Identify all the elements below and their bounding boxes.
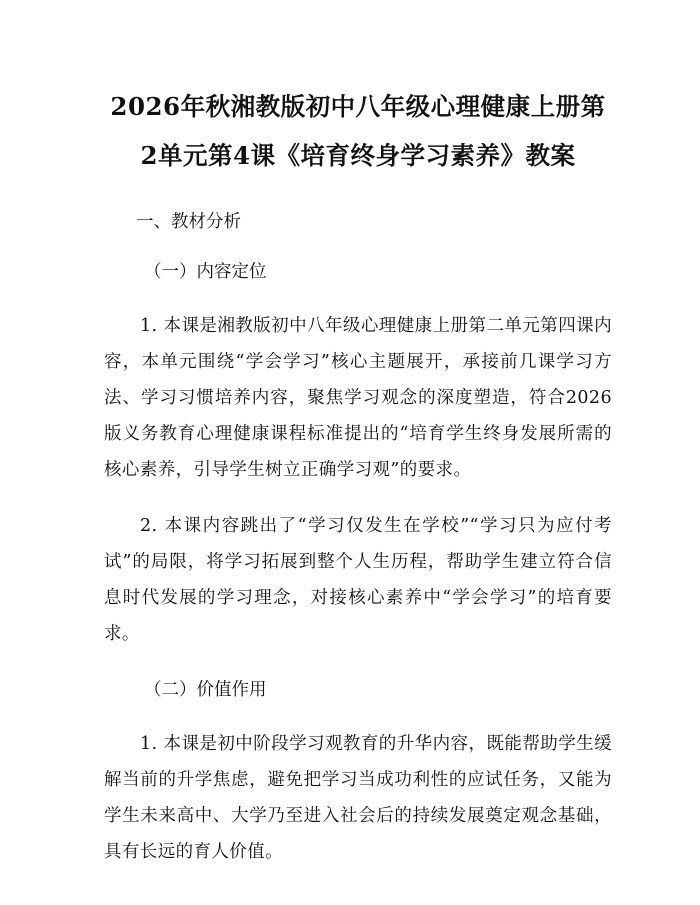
title-line-1: 2026年秋湘教版初中八年级心理健康上册第 [110, 92, 606, 121]
title-line-2: 2单元第4课《培育终身学习素养》教案 [140, 141, 576, 170]
subsection-heading-content-positioning: （一）内容定位 [144, 262, 267, 282]
paragraph-3: 1. 本课是初中阶段学习观教育的升华内容，既能帮助学生缓解当前的升学焦虑，避免把学习当成功利性的应试任务，又能为学生未来高中、大学乃至进入社会后的持续发展奠定观念基础，具有长远的育人价值。 [104, 734, 612, 862]
document-title [104, 0, 612, 180]
section-heading-textbook-analysis: 一、教材分析 [136, 212, 241, 232]
subsection-heading-value-role: （二）价值作用 [144, 680, 267, 700]
paragraph-1: 1. 本课是湘教版初中八年级心理健康上册第二单元第四课内容，本单元围绕“学会学习”核心主题展开，承接前几课学习方法、学习习惯培养内容，聚焦学习观念的深度塑造，符合2026版义务教育心理健康课程标准提出的“培育学生终身发展所需的核心素养，引导学生树立正确学习观”的要求。 [104, 316, 612, 480]
paragraph-2: 2. 本课内容跳出了“学习仅发生在学校”“学习只为应付考试”的局限，将学习拓展到整个人生历程，帮助学生建立符合信息时代发展的学习理念，对接核心素养中“学会学习”的培育要求。 [104, 516, 612, 644]
